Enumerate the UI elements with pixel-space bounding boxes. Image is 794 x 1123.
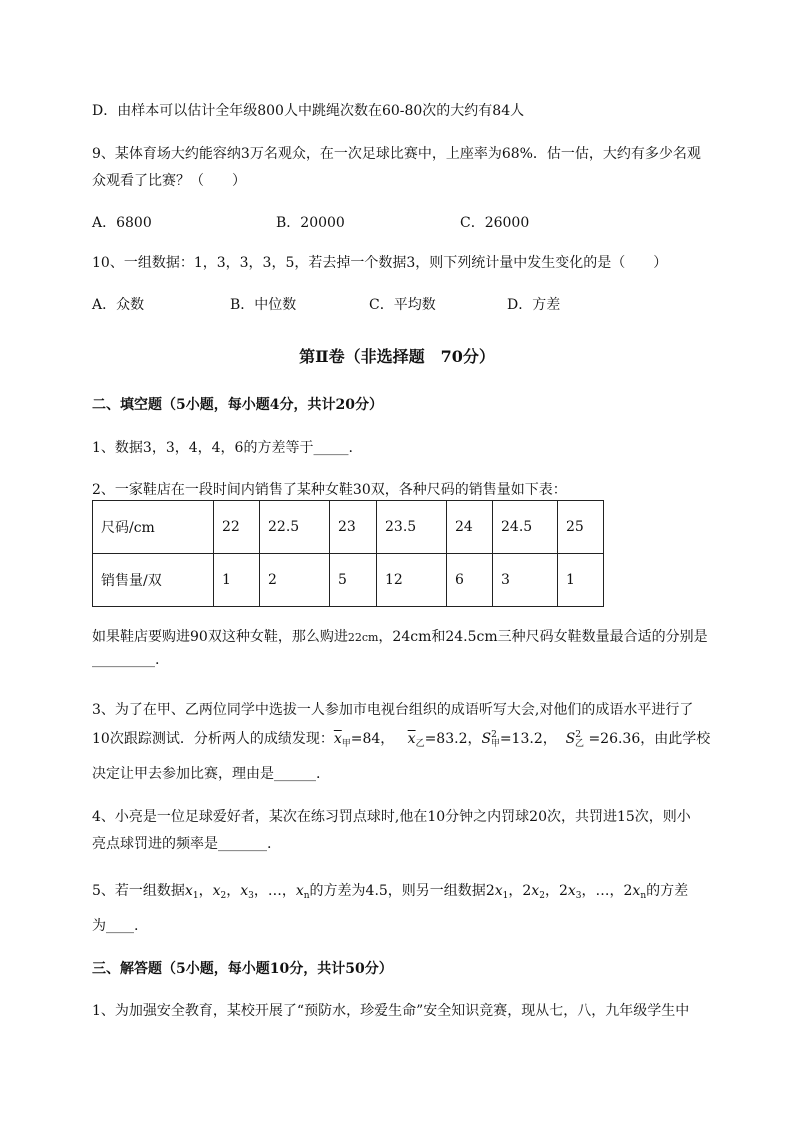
table-cell: 销售量/双 xyxy=(93,554,214,607)
fill-question-3-line-2: 10次跟踪测试．分析两人的成绩发现：$\overline{x}_甲=84$， $\overline{x}_乙=83.2$，$S^2_甲=13.2$， $S^2_乙 =26.36$，由此学校 xyxy=(92,730,711,749)
fill-question-4-line-2: 亮点球罚进的频率是_______. xyxy=(92,836,272,852)
fill-question-5-line-1: 5、若一组数据$x_1$，$x_2$，$x_3$，…，$x_n$的方差为4.5，则另一组数据$2x_1$，$2x_2$，$2x_3$，…，$2x_n$的方差 xyxy=(92,883,689,901)
question-9-line-2: 众观看了比赛？（ ） xyxy=(92,173,246,189)
part-2-title: 第Ⅱ卷（非选择题 70分） xyxy=(299,347,495,366)
fill-question-3-line-3: 决定让甲去参加比赛，理由是______. xyxy=(92,766,321,782)
table-cell: 12 xyxy=(377,554,447,607)
table-row xyxy=(93,501,604,554)
fill-question-2-blank: _________. xyxy=(92,652,160,668)
table-cell: 3 xyxy=(493,554,558,607)
question-8-option-d: D．由样本可以估计全年级800人中跳绳次数在60-80次的大约有84人 xyxy=(92,103,525,119)
table-cell: 22.5 xyxy=(260,501,330,554)
option-c: C．平均数 xyxy=(369,297,436,313)
table-row xyxy=(93,554,604,607)
option-a: A．众数 xyxy=(92,297,145,313)
option-c: C．26000 xyxy=(460,215,530,231)
table-cell: 尺码/cm xyxy=(93,501,214,554)
table-cell: 6 xyxy=(447,554,493,607)
table-cell: 25 xyxy=(558,501,604,554)
fill-question-2-prompt: 如果鞋店要购进90双这种女鞋，那么购进22cm，24cm和24.5cm三种尺码女鞋数量最合适的分别是 xyxy=(92,629,708,645)
fill-question-2-intro: 2、一家鞋店在一段时间内销售了某种女鞋30双，各种尺码的销售量如下表： xyxy=(92,482,567,498)
shoe-size-table xyxy=(92,500,604,607)
option-b: B．20000 xyxy=(276,215,345,231)
option-b: B．中位数 xyxy=(230,297,297,313)
question-9-line-1: 9、某体育场大约能容纳3万名观众，在一次足球比赛中，上座率为68%．估一估，大约有多少名观 xyxy=(92,146,701,162)
option-d: D．方差 xyxy=(507,297,561,313)
table-cell: 23 xyxy=(330,501,377,554)
table-cell: 2 xyxy=(260,554,330,607)
table-cell: 22 xyxy=(214,501,260,554)
question-10-line-1: 10、一组数据：1，3，3，3，5，若去掉一个数据3，则下列统计量中发生变化的是（ ） xyxy=(92,255,668,271)
table-cell: 5 xyxy=(330,554,377,607)
table-cell: 1 xyxy=(214,554,260,607)
option-a: A．6800 xyxy=(92,215,152,231)
section-3-heading: 三、解答题（5小题，每小题10分，共计50分） xyxy=(92,961,393,977)
table-cell: 1 xyxy=(558,554,604,607)
fill-question-5-line-2: 为____. xyxy=(92,918,139,934)
table-cell: 23.5 xyxy=(377,501,447,554)
answer-question-1: 1、为加强安全教育，某校开展了“预防水，珍爱生命”安全知识竞赛，现从七，八，九年级学生中 xyxy=(92,1003,690,1019)
section-2-heading: 二、填空题（5小题，每小题4分，共计20分） xyxy=(92,397,383,413)
table-cell: 24 xyxy=(447,501,493,554)
fill-question-3-line-1: 3、为了在甲、乙两位同学中选拔一人参加市电视台组织的成语听写大会,对他们的成语水平进行了 xyxy=(92,702,694,718)
fill-question-1: 1、数据3，3，4，4，6的方差等于_____. xyxy=(92,440,353,456)
fill-question-4-line-1: 4、小亮是一位足球爱好者，某次在练习罚点球时,他在10分钟之内罚球20次，共罚进15次，则小 xyxy=(92,809,691,825)
table-cell: 24.5 xyxy=(493,501,558,554)
